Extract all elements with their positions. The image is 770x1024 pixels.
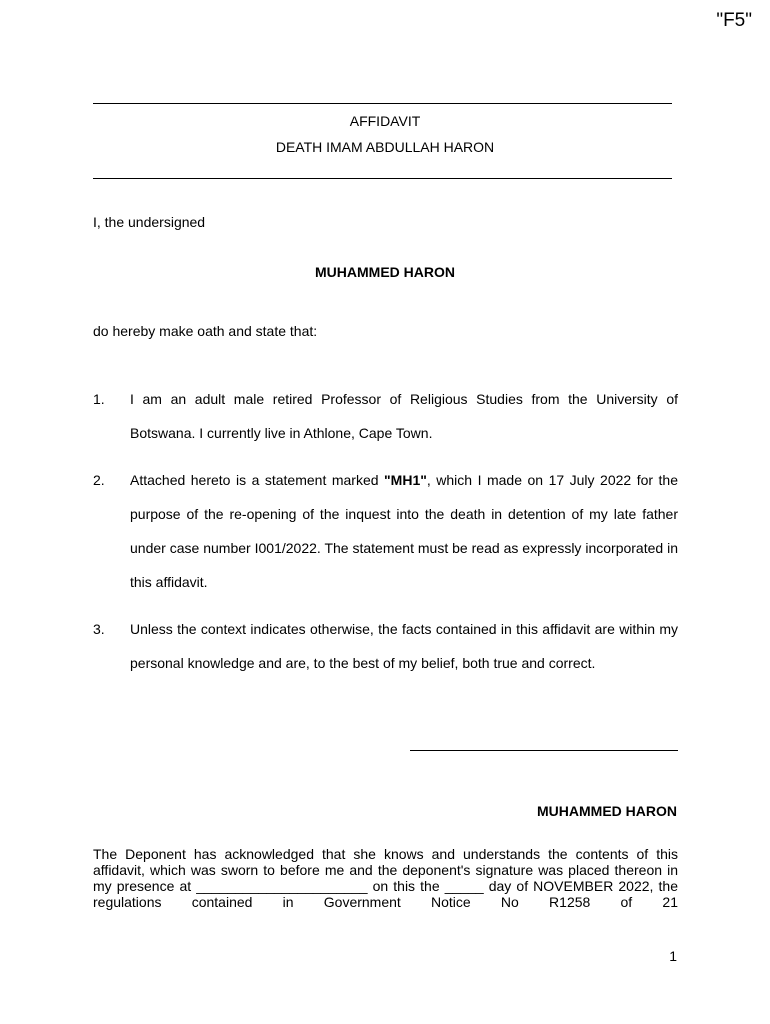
annexure-reference: "MH1"	[384, 472, 427, 488]
paragraph-1-text: I am an adult male retired Professor of Religious Studies from the University of Botswana. I currently live in Athlone, Cape Town.	[130, 391, 678, 441]
undersigned-text: I, the undersigned	[93, 214, 206, 230]
paragraph-2-text	[130, 463, 678, 599]
top-rule	[93, 103, 672, 104]
annex-mark: "F5"	[716, 10, 752, 31]
paragraph-3-text: Unless the context indicates otherwise, the facts contained in this affidavit are within my personal knowledge and are, to the best of my belief, both true and correct.	[130, 621, 678, 671]
bottom-rule	[93, 178, 672, 179]
paragraph-3-number: 3.	[93, 621, 105, 637]
signature-name: MUHAMMED HARON	[537, 803, 677, 819]
signature-line	[410, 750, 678, 751]
paragraph-2-number: 2.	[93, 472, 105, 488]
attestation-clause: The Deponent has acknowledged that she knows and understands the contents of this affidavit, which was sworn to before me and the deponent's signature was placed thereon in my presence at ______________________ on this the _____ day of NOVEMBER 2022, the regulations contained in Government Notice No R1258 of 21	[93, 846, 678, 910]
document-title: AFFIDAVIT	[349, 113, 421, 129]
paragraph-2-text-before: Attached hereto is a statement marked	[130, 472, 385, 488]
paragraph-1-number: 1.	[93, 391, 105, 407]
page-number: 1	[669, 948, 677, 964]
deponent-name-heading: MUHAMMED HARON	[315, 264, 455, 280]
document-subtitle: DEATH IMAM ABDULLAH HARON	[275, 139, 495, 155]
paragraph-2-text-after: , which I made on 17 July 2022 for the purpose of the re-opening of the inquest into the death in detention of my late father under case number I001/2022. The statement must be read as expressly incorporated in this affidavit.	[130, 472, 678, 590]
oath-statement: do hereby make oath and state that:	[93, 323, 318, 339]
